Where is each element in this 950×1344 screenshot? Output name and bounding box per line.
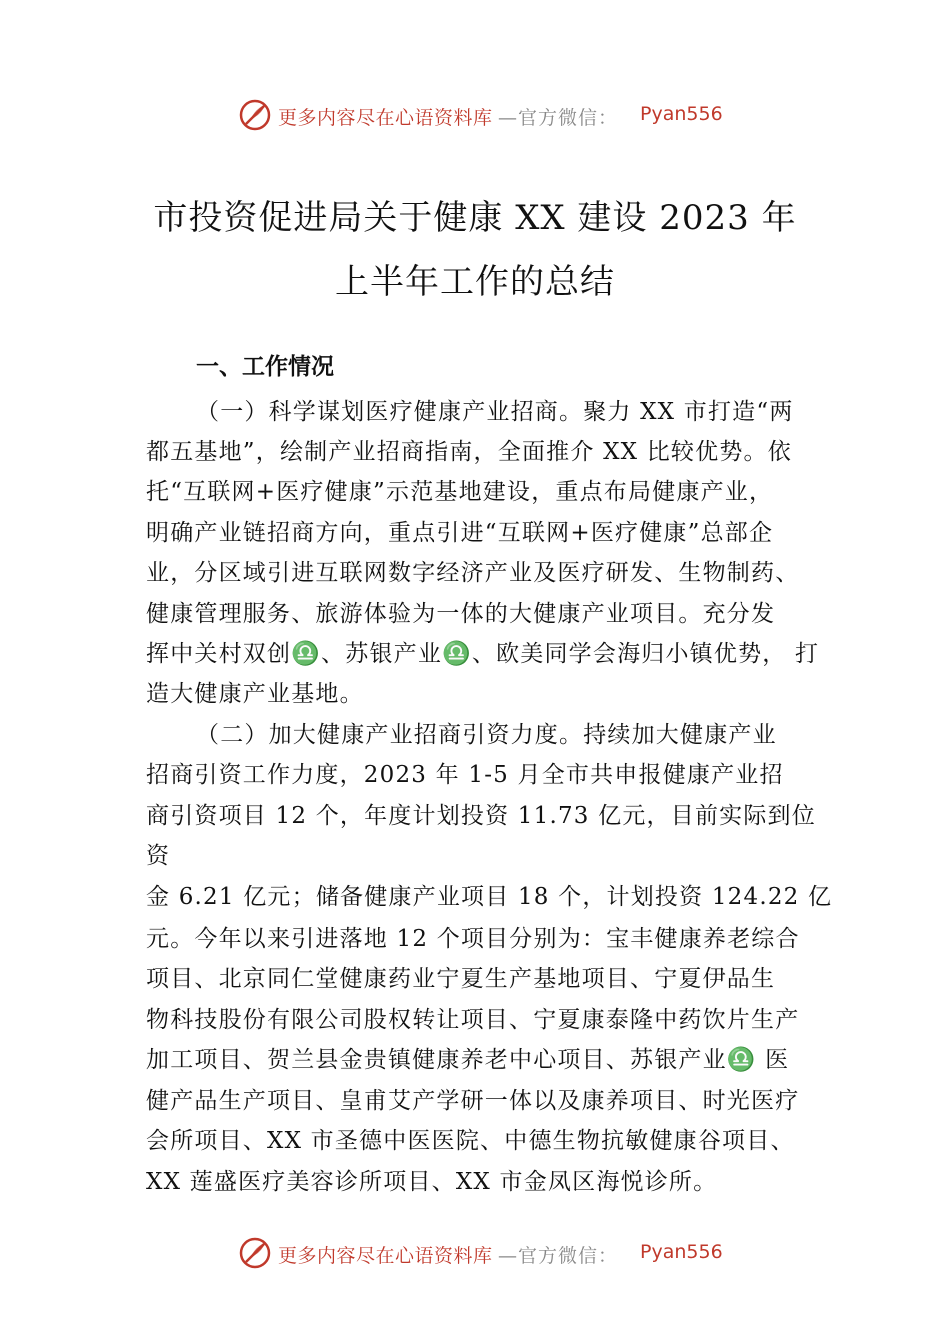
body-line: 招商引资工作力度，2023 年 1-5 月全市共申报健康产业招 bbox=[146, 762, 784, 788]
body-line: 商引资项目 12 个，年度计划投资 11.73 亿元，目前实际到位 bbox=[146, 803, 816, 829]
body-line: 健产品生产项目、皇甫艾产学研一体以及康养项目、时光医疗 bbox=[146, 1088, 800, 1114]
footer-banner bbox=[0, 1233, 950, 1273]
banner-wechat-id: Pyan556 bbox=[640, 1241, 723, 1263]
banner-wechat-label: —官方微信： bbox=[498, 107, 619, 129]
body-line: 加工项目、贺兰县金贵镇健康养老中心项目、苏银产业♎ 医 bbox=[146, 1047, 790, 1073]
body-line: 都五基地”，绘制产业招商指南，全面推介 XX 比较优势。依 bbox=[146, 439, 792, 465]
banner-promo-text: 更多内容尽在心语资料库 bbox=[278, 107, 493, 129]
document-title-line-2: 上半年工作的总结 bbox=[335, 262, 615, 302]
body-line: 明确产业链招商方向，重点引进“互联网+医疗健康”总部企 bbox=[146, 520, 774, 546]
body-line: 元。今年以来引进落地 12 个项目分别为：宝丰健康养老综合 bbox=[146, 926, 800, 952]
body-line: （一）科学谋划医疗健康产业招商。聚力 XX 市打造“两 bbox=[196, 399, 794, 425]
body-line: 会所项目、XX 市圣德中医医院、中德生物抗敏健康谷项目、 bbox=[146, 1128, 795, 1154]
body-line: 托“互联网+医疗健康”示范基地建设，重点布局健康产业， bbox=[146, 479, 774, 505]
feather-logo-icon bbox=[238, 1236, 272, 1270]
body-line: 业，分区域引进互联网数字经济产业及医疗研发、生物制药、 bbox=[146, 560, 800, 586]
section-heading: 一、工作情况 bbox=[196, 353, 334, 380]
body-line: XX 莲盛医疗美容诊所项目、XX 市金凤区海悦诊所。 bbox=[146, 1169, 718, 1195]
banner-promo-text: 更多内容尽在心语资料库 bbox=[278, 1245, 493, 1267]
document-title-line-1: 市投资促进局关于健康 XX 建设 2023 年 bbox=[153, 198, 797, 238]
feather-logo-icon bbox=[238, 98, 272, 132]
body-line: 挥中关村双创♎、苏银产业♎、欧美同学会海归小镇优势， 打 bbox=[146, 641, 820, 667]
banner-wechat-label: —官方微信： bbox=[498, 1245, 619, 1267]
body-line: 造大健康产业基地。 bbox=[146, 681, 364, 707]
body-line: 金 6.21 亿元；储备健康产业项目 18 个，计划投资 124.22 亿 bbox=[146, 884, 833, 910]
body-line: 健康管理服务、旅游体验为一体的大健康产业项目。充分发 bbox=[146, 601, 776, 627]
header-banner bbox=[0, 95, 950, 135]
banner-wechat-id: Pyan556 bbox=[640, 103, 723, 125]
body-line: 物科技股份有限公司股权转让项目、宁夏康泰隆中药饮片生产 bbox=[146, 1007, 800, 1033]
body-line: 资 bbox=[146, 843, 171, 869]
body-line: （二）加大健康产业招商引资力度。持续加大健康产业 bbox=[196, 722, 777, 748]
body-line: 项目、北京同仁堂健康药业宁夏生产基地项目、宁夏伊品生 bbox=[146, 966, 776, 992]
